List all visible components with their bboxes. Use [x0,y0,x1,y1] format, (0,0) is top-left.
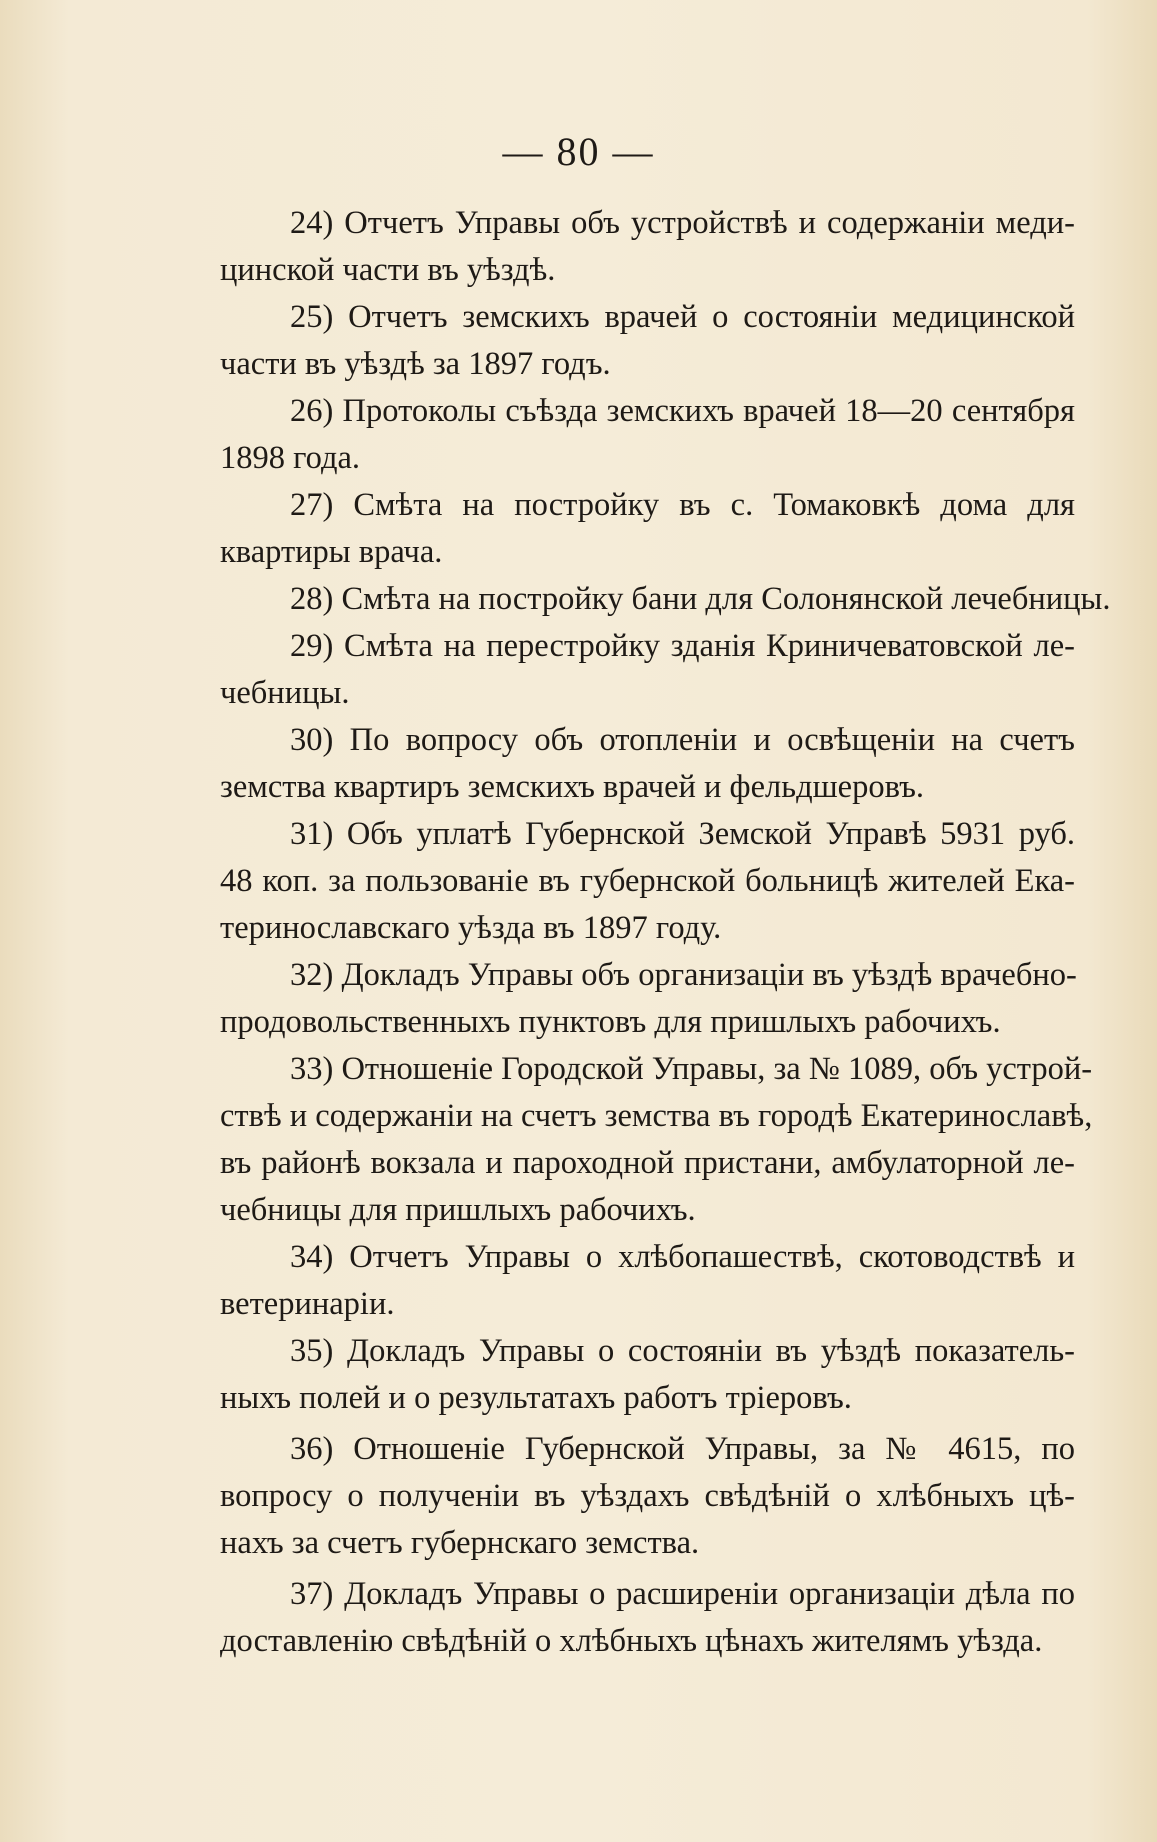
agenda-item-25 [220,294,1075,388]
text-line: доставленію свѣдѣній о хлѣбныхъ цѣнахъ жителямъ уѣзда. [220,1623,1043,1659]
text-line: цинской части въ уѣздѣ. [220,252,556,288]
text-line: 28) Смѣта на постройку бани для Солонянской лечебницы. [290,581,1111,617]
agenda-item-35 [220,1328,1075,1422]
text-line: 34) Отчетъ Управы о хлѣбопашествѣ, скотоводствѣ и [290,1239,1075,1275]
agenda-list [220,200,1111,1665]
agenda-item-32 [220,952,1075,1046]
text-line: ныхъ полей и о результатахъ работъ тріеровъ. [220,1380,852,1416]
agenda-item-28 [220,576,1111,623]
text-line: 33) Отношеніе Городской Управы, за № 1089, объ устрой- [290,1051,1093,1087]
text-line: 36) Отношеніе Губернской Управы, за № 4615, по [290,1431,1075,1467]
text-line: квартиры врача. [220,534,443,570]
agenda-item-29 [220,623,1075,717]
agenda-item-37 [220,1571,1075,1665]
text-line: чебницы. [220,675,350,711]
text-line: 25) Отчетъ земскихъ врачей о состояніи медицинской [290,299,1075,335]
text-line: 1898 года. [220,440,361,476]
text-line: 27) Смѣта на постройку въ с. Томаковкѣ дома для [290,487,1075,523]
text-line: 32) Докладъ Управы объ организаціи въ уѣздѣ врачебно- [290,957,1077,993]
text-line: 24) Отчетъ Управы объ устройствѣ и содержаніи меди- [290,205,1075,241]
text-line: ствѣ и содержаніи на счетъ земства въ городѣ Екатеринославѣ, [220,1098,1093,1134]
agenda-item-26 [220,388,1075,482]
text-line: въ районѣ вокзала и пароходной пристани, амбулаторной ле- [220,1145,1075,1181]
agenda-item-33 [220,1046,1093,1234]
text-line: теринославскаго уѣзда въ 1897 году. [220,910,722,946]
text-line: 35) Докладъ Управы о состояніи въ уѣздѣ показатель- [290,1333,1075,1369]
agenda-item-24 [220,200,1075,294]
text-line: 30) По вопросу объ отопленіи и освѣщеніи на счетъ [290,722,1075,758]
agenda-item-27 [220,482,1075,576]
agenda-item-30 [220,717,1075,811]
text-line: ветеринаріи. [220,1286,395,1322]
text-line: 29) Смѣта на перестройку зданія Криничеватовской ле- [290,628,1075,664]
page-number: — 80 — [502,129,655,174]
text-line: чебницы для пришлыхъ рабочихъ. [220,1192,696,1228]
text-line: земства квартиръ земскихъ врачей и фельдшеровъ. [220,769,925,805]
agenda-item-31 [220,811,1075,952]
text-line: 26) Протоколы съѣзда земскихъ врачей 18—20 сентября [290,393,1075,429]
text-line: вопросу о полученіи въ уѣздахъ свѣдѣній о хлѣбныхъ цѣ- [220,1478,1075,1514]
text-line: 48 коп. за пользованіе въ губернской больницѣ жителей Ека- [220,863,1075,899]
agenda-item-34 [220,1234,1075,1328]
agenda-item-36 [220,1426,1075,1567]
text-line: 31) Объ уплатѣ Губернской Земской Управѣ 5931 руб. [290,816,1075,852]
text-line: 37) Докладъ Управы о расширеніи организаціи дѣла по [290,1576,1075,1612]
text-line: части въ уѣздѣ за 1897 годъ. [220,346,611,382]
text-line: нахъ за счетъ губернскаго земства. [220,1525,700,1561]
text-line: продовольственныхъ пунктовъ для пришлыхъ рабочихъ. [220,1004,1001,1040]
